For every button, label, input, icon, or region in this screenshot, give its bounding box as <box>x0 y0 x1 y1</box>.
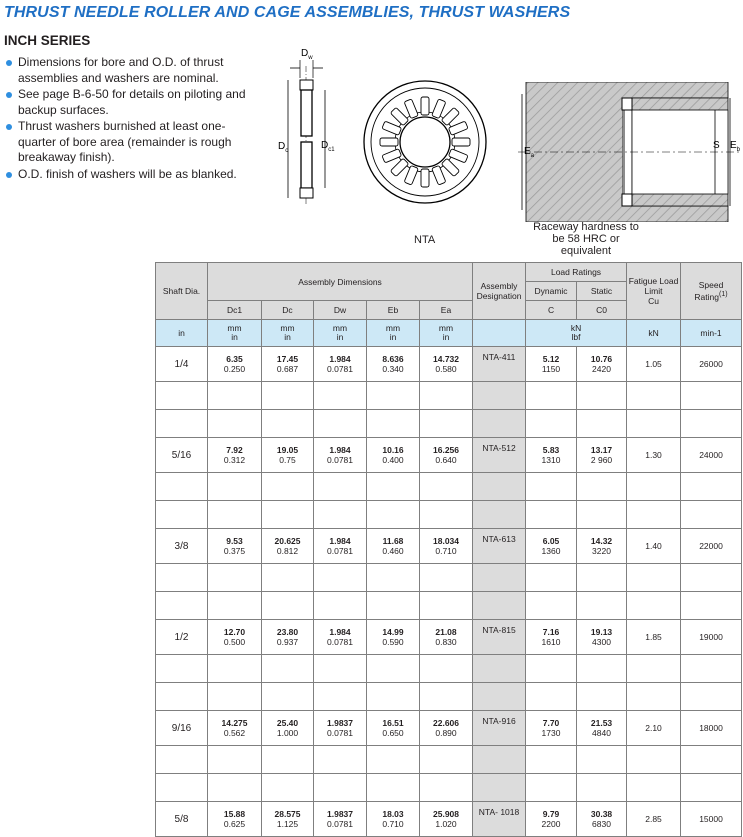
dw-header: Dw <box>314 301 367 320</box>
note-item: Thrust washers burnished at least one-quarter of bore area (remainder is rough breakaway finish). <box>6 119 258 166</box>
ea-cell: 16.256 0.640 <box>420 438 473 473</box>
dw-cell: 1.984 0.0781 <box>314 620 367 655</box>
dw-cell: 1.984 0.0781 <box>314 347 367 382</box>
ea-header: Ea <box>420 301 473 320</box>
section-drawing <box>270 44 350 209</box>
dc-cell: 20.625 0.812 <box>262 529 314 564</box>
table-row <box>156 347 742 382</box>
designation-cell: NTA-916 <box>473 711 526 746</box>
note-item: See page B-6-50 for details on piloting and backup surfaces. <box>6 87 258 118</box>
blank-row <box>156 410 742 438</box>
shaft-cell: 3/8 <box>156 529 208 564</box>
page-title: THRUST NEEDLE ROLLER AND CAGE ASSEMBLIES, THRUST WASHERS <box>4 4 571 21</box>
dc1-cell: 15.88 0.625 <box>208 802 262 837</box>
installation-drawing <box>518 82 743 222</box>
eb-cell: 16.51 0.650 <box>367 711 420 746</box>
dynamic-cell: 9.79 2200 <box>526 802 577 837</box>
blank-row <box>156 774 742 802</box>
roller <box>380 138 398 146</box>
nta-label: NTA <box>414 234 436 246</box>
cage-front-view <box>355 80 495 205</box>
fatigue-cell: 1.05 <box>627 347 681 382</box>
raceway-note: Raceway hardness to be 58 HRC or equivalent <box>533 221 639 257</box>
static-header: Static <box>577 282 627 301</box>
dc-cell: 19.05 0.75 <box>262 438 314 473</box>
blank-row <box>156 683 742 711</box>
table-row <box>156 438 742 473</box>
dc-cell: 25.40 1.000 <box>262 711 314 746</box>
fatigue-header: Fatigue Load Limit Cu <box>627 263 681 320</box>
ea-cell: 21.08 0.830 <box>420 620 473 655</box>
ea-cell: 25.908 1.020 <box>420 802 473 837</box>
dynamic-header: Dynamic <box>526 282 577 301</box>
dynamic-cell: 5.12 1150 <box>526 347 577 382</box>
dc-cell: 28.575 1.125 <box>262 802 314 837</box>
speed-cell: 19000 <box>681 620 742 655</box>
static-cell: 21.53 4840 <box>577 711 627 746</box>
note-item: O.D. finish of washers will be as blanked. <box>6 167 258 183</box>
eb-cell: 18.03 0.710 <box>367 802 420 837</box>
dc-header: Dc <box>262 301 314 320</box>
eb-label: $E_b$ <box>730 140 741 153</box>
blank-row <box>156 382 742 410</box>
blank-row <box>156 746 742 774</box>
eb-cell: 14.99 0.590 <box>367 620 420 655</box>
dc1-label: $D_{c1}$ <box>321 140 335 153</box>
speed-header: Speed Rating$^{(1)}$ <box>681 263 742 320</box>
units-row: in mm in mm in mm in mm in mm in kN lbf kN min-1 <box>156 320 742 347</box>
shaft-cell: 5/16 <box>156 438 208 473</box>
static-cell: 14.32 3220 <box>577 529 627 564</box>
dc1-cell: 7.92 0.312 <box>208 438 262 473</box>
dc1-cell: 6.35 0.250 <box>208 347 262 382</box>
table-row <box>156 711 742 746</box>
designation-cell: NTA-512 <box>473 438 526 473</box>
note-item: Dimensions for bore and O.D. of thrust assemblies and washers are nominal. <box>6 55 258 86</box>
shaft-header: Shaft Dia. <box>156 263 208 320</box>
roller <box>421 97 429 115</box>
bullet-icon <box>6 172 12 178</box>
table-row <box>156 620 742 655</box>
designation-cell: NTA-613 <box>473 529 526 564</box>
speed-cell: 24000 <box>681 438 742 473</box>
ea-label: $E_a$ <box>524 146 535 159</box>
table-row <box>156 529 742 564</box>
spec-table <box>155 262 742 837</box>
ea-cell: 14.732 0.580 <box>420 347 473 382</box>
speed-cell: 22000 <box>681 529 742 564</box>
dc-cell: 23.80 0.937 <box>262 620 314 655</box>
static-cell: 19.13 4300 <box>577 620 627 655</box>
eb-cell: 10.16 0.400 <box>367 438 420 473</box>
dw-cell: 1.984 0.0781 <box>314 438 367 473</box>
dc1-cell: 14.275 0.562 <box>208 711 262 746</box>
eb-cell: 8.636 0.340 <box>367 347 420 382</box>
speed-cell: 26000 <box>681 347 742 382</box>
shaft-cell: 9/16 <box>156 711 208 746</box>
ea-cell: 18.034 0.710 <box>420 529 473 564</box>
dw-label: $D_w$ <box>301 48 313 61</box>
fatigue-cell: 1.85 <box>627 620 681 655</box>
dc1-header: Dc1 <box>208 301 262 320</box>
designation-header: Assembly Designation <box>473 263 526 320</box>
dynamic-cell: 7.70 1730 <box>526 711 577 746</box>
table-row <box>156 802 742 837</box>
fatigue-cell: 1.40 <box>627 529 681 564</box>
bullet-icon <box>6 124 12 130</box>
assembly-dims-header: Assembly Dimensions <box>208 263 473 301</box>
dw-cell: 1.9837 0.0781 <box>314 711 367 746</box>
eb-header: Eb <box>367 301 420 320</box>
dynamic-cell: 5.83 1310 <box>526 438 577 473</box>
dc1-cell: 9.53 0.375 <box>208 529 262 564</box>
fatigue-cell: 2.85 <box>627 802 681 837</box>
blank-row <box>156 655 742 683</box>
eb-cell: 11.68 0.460 <box>367 529 420 564</box>
blank-row <box>156 473 742 501</box>
dw-cell: 1.984 0.0781 <box>314 529 367 564</box>
blank-row <box>156 564 742 592</box>
c0-header: C0 <box>577 301 627 320</box>
shaft-cell: 1/4 <box>156 347 208 382</box>
static-cell: 30.38 6830 <box>577 802 627 837</box>
designation-cell: NTA- 1018 <box>473 802 526 837</box>
designation-cell: NTA-411 <box>473 347 526 382</box>
header-row <box>156 263 742 282</box>
designation-cell: NTA-815 <box>473 620 526 655</box>
dynamic-cell: 7.16 1610 <box>526 620 577 655</box>
static-cell: 13.17 2 960 <box>577 438 627 473</box>
c-header: C <box>526 301 577 320</box>
load-ratings-header: Load Ratings <box>526 263 627 282</box>
speed-cell: 18000 <box>681 711 742 746</box>
roller <box>421 169 429 187</box>
speed-cell: 15000 <box>681 802 742 837</box>
ea-cell: 22.606 0.890 <box>420 711 473 746</box>
shaft-cell: 5/8 <box>156 802 208 837</box>
notes-list <box>6 55 258 183</box>
blank-row <box>156 592 742 620</box>
bullet-icon <box>6 60 12 66</box>
fatigue-cell: 2.10 <box>627 711 681 746</box>
dc-label: $D_c$ <box>278 141 289 154</box>
roller <box>452 138 470 146</box>
dc1-cell: 12.70 0.500 <box>208 620 262 655</box>
bullet-icon <box>6 92 12 98</box>
s-label: S <box>713 140 720 151</box>
dynamic-cell: 6.05 1360 <box>526 529 577 564</box>
fatigue-cell: 1.30 <box>627 438 681 473</box>
blank-row <box>156 501 742 529</box>
page-subtitle: INCH SERIES <box>4 33 91 48</box>
shaft-cell: 1/2 <box>156 620 208 655</box>
static-cell: 10.76 2420 <box>577 347 627 382</box>
dw-cell: 1.9837 0.0781 <box>314 802 367 837</box>
dc-cell: 17.45 0.687 <box>262 347 314 382</box>
